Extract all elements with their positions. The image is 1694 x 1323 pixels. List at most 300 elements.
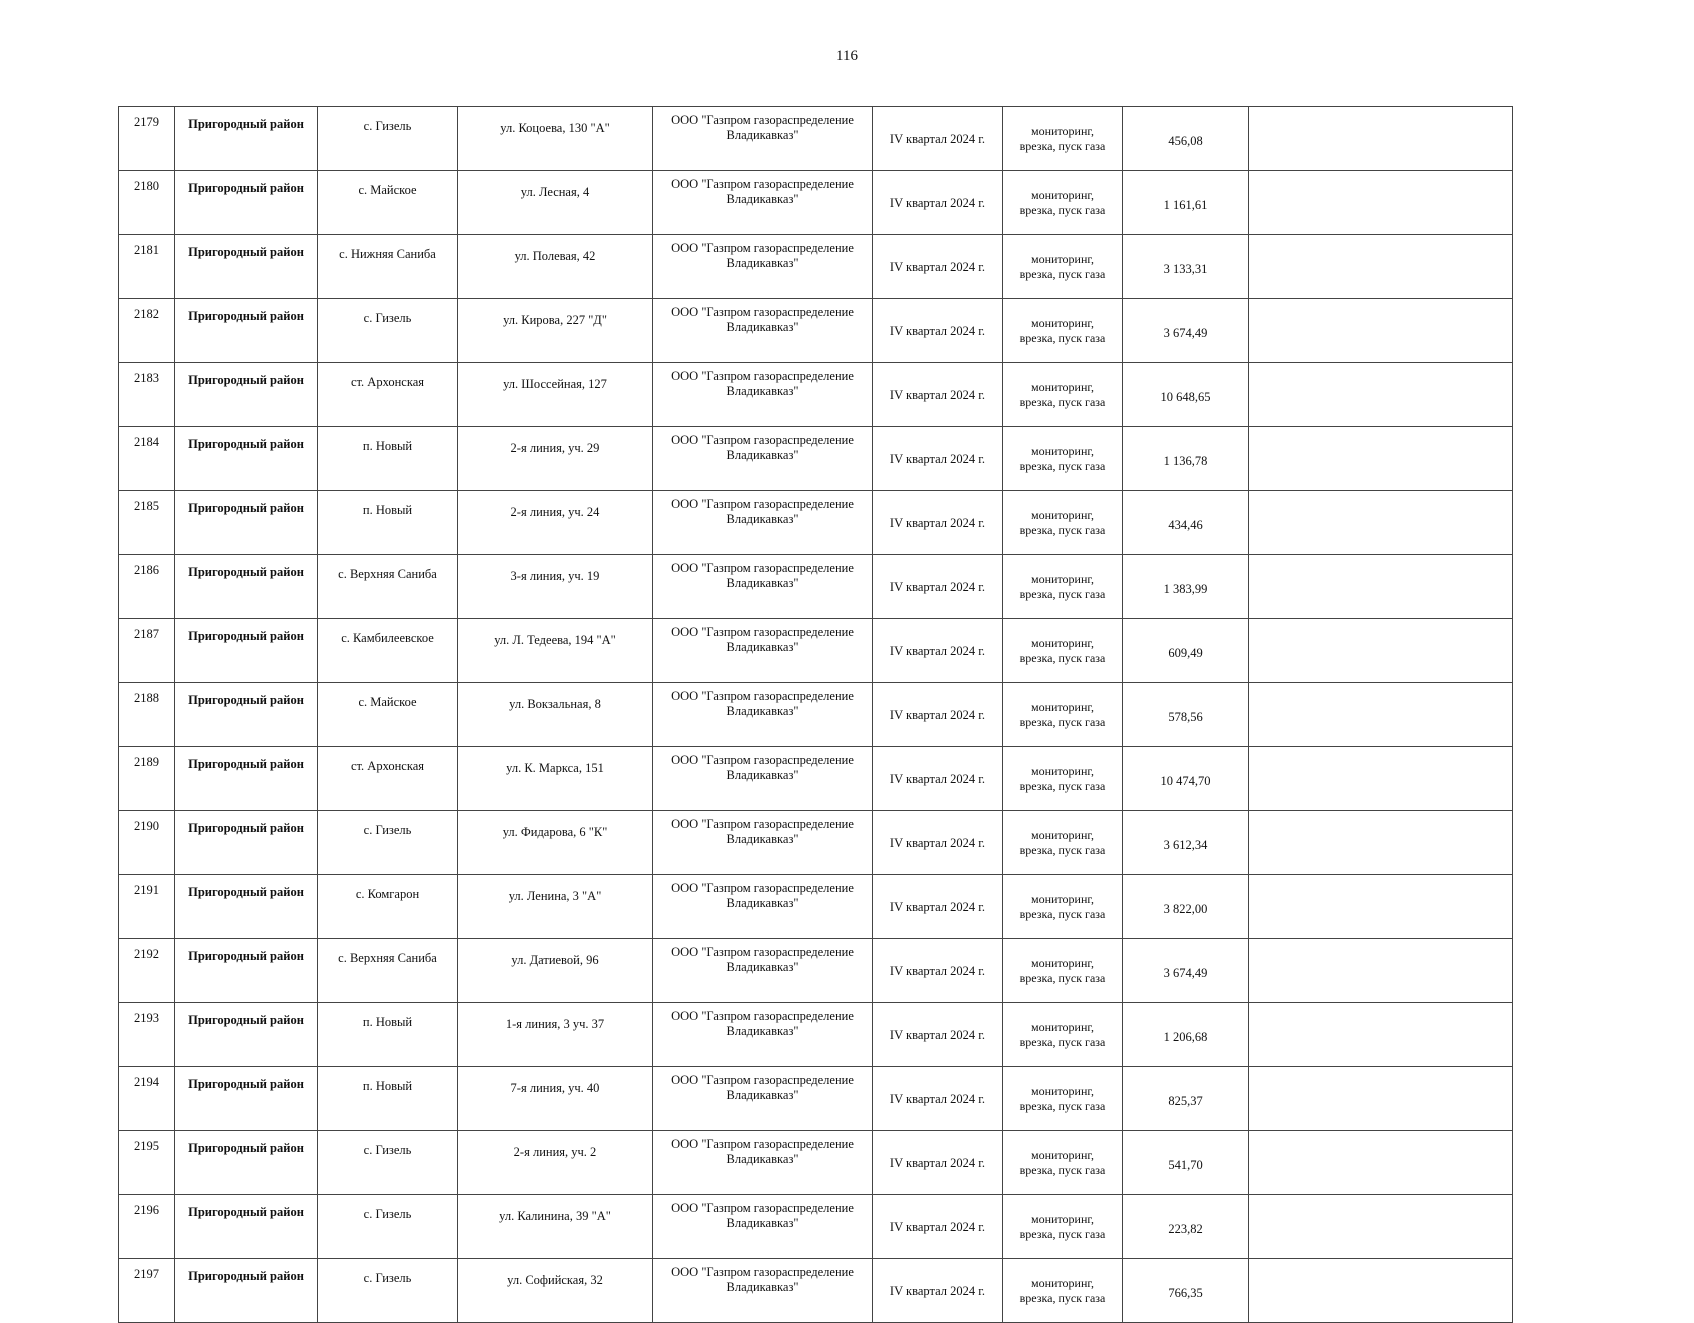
empty-cell — [1249, 1259, 1513, 1323]
organization-line1: ООО "Газпром газораспределение — [671, 1073, 854, 1087]
cost-value: 825,37 — [1168, 1094, 1203, 1108]
address-cell — [458, 555, 653, 619]
gasification-table-wrapper — [118, 106, 1512, 1323]
organization-cell — [653, 1131, 873, 1195]
organization-line1: ООО "Газпром газораспределение — [671, 753, 854, 767]
settlement-cell — [318, 1195, 458, 1259]
table-row — [119, 1067, 1513, 1131]
district-value: Пригородный район — [188, 1013, 304, 1027]
organization-line2: Владикавказ" — [726, 128, 799, 142]
settlement-value: ст. Архонская — [350, 375, 425, 389]
cost-cell — [1123, 235, 1249, 299]
empty-cell — [1249, 1131, 1513, 1195]
period-cell — [873, 1131, 1003, 1195]
organization-line1: ООО "Газпром газораспределение — [671, 177, 854, 191]
organization-line1: ООО "Газпром газораспределение — [671, 625, 854, 639]
period-cell — [873, 747, 1003, 811]
period-cell — [873, 939, 1003, 1003]
address-cell — [458, 1003, 653, 1067]
period-cell — [873, 619, 1003, 683]
settlement-value: с. Гизель — [363, 1143, 412, 1157]
address-value: 3-я линия, уч. 19 — [510, 569, 600, 583]
period-cell — [873, 1003, 1003, 1067]
period-value: IV квартал 2024 г. — [889, 772, 986, 786]
cost-value: 541,70 — [1168, 1158, 1203, 1172]
table-row — [119, 811, 1513, 875]
district-cell — [175, 427, 318, 491]
cost-cell — [1123, 747, 1249, 811]
work-type-line2: врезка, пуск газа — [1019, 458, 1106, 473]
district-value: Пригородный район — [188, 245, 304, 259]
work-type-line2: врезка, пуск газа — [1019, 1290, 1106, 1305]
row-number-value: 2193 — [134, 1011, 159, 1025]
table-row — [119, 299, 1513, 363]
table-row — [119, 555, 1513, 619]
settlement-cell — [318, 235, 458, 299]
work-type-cell — [1003, 619, 1123, 683]
period-value: IV квартал 2024 г. — [889, 964, 986, 978]
address-cell — [458, 107, 653, 171]
district-value: Пригородный район — [188, 757, 304, 771]
table-row — [119, 1131, 1513, 1195]
empty-cell — [1249, 299, 1513, 363]
work-type-cell — [1003, 555, 1123, 619]
district-value: Пригородный район — [188, 629, 304, 643]
settlement-cell — [318, 1131, 458, 1195]
row-number-value: 2197 — [134, 1267, 159, 1281]
organization-line1: ООО "Газпром газораспределение — [671, 305, 854, 319]
settlement-value: с. Гизель — [363, 119, 412, 133]
organization-cell — [653, 491, 873, 555]
row-number-value: 2183 — [134, 371, 159, 385]
work-type-line2: врезка, пуск газа — [1019, 906, 1106, 921]
settlement-value: п. Новый — [362, 1015, 413, 1029]
address-value: ул. Коцоева, 130 "А" — [500, 121, 610, 135]
empty-cell — [1249, 555, 1513, 619]
address-value: ул. К. Маркса, 151 — [506, 761, 604, 775]
work-type-line2: врезка, пуск газа — [1019, 970, 1106, 985]
empty-cell — [1249, 875, 1513, 939]
cost-value: 3 133,31 — [1163, 262, 1208, 276]
work-type-line1: мониторинг, — [1031, 187, 1094, 202]
organization-line1: ООО "Газпром газораспределение — [671, 689, 854, 703]
row-number-value: 2187 — [134, 627, 159, 641]
work-type-line2: врезка, пуск газа — [1019, 1098, 1106, 1113]
organization-cell — [653, 1067, 873, 1131]
period-cell — [873, 1195, 1003, 1259]
period-value: IV квартал 2024 г. — [889, 388, 986, 402]
settlement-value: п. Новый — [362, 439, 413, 453]
row-number-value: 2190 — [134, 819, 159, 833]
settlement-value: п. Новый — [362, 503, 413, 517]
address-cell — [458, 1259, 653, 1323]
empty-cell — [1249, 683, 1513, 747]
period-value: IV квартал 2024 г. — [889, 708, 986, 722]
cost-cell — [1123, 811, 1249, 875]
work-type-line2: врезка, пуск газа — [1019, 1226, 1106, 1241]
cost-value: 766,35 — [1168, 1286, 1203, 1300]
row-number-value: 2194 — [134, 1075, 159, 1089]
address-cell — [458, 811, 653, 875]
organization-line2: Владикавказ" — [726, 640, 799, 654]
organization-line1: ООО "Газпром газораспределение — [671, 1201, 854, 1215]
address-cell — [458, 299, 653, 363]
cost-value: 10 474,70 — [1160, 774, 1211, 788]
organization-cell — [653, 555, 873, 619]
work-type-line2: врезка, пуск газа — [1019, 1162, 1106, 1177]
cost-value: 578,56 — [1168, 710, 1203, 724]
district-cell — [175, 875, 318, 939]
cost-cell — [1123, 875, 1249, 939]
address-cell — [458, 619, 653, 683]
row-number — [119, 235, 175, 299]
cost-value: 3 674,49 — [1163, 326, 1208, 340]
district-cell — [175, 1131, 318, 1195]
organization-cell — [653, 427, 873, 491]
settlement-value: с. Гизель — [363, 1207, 412, 1221]
organization-line2: Владикавказ" — [726, 1152, 799, 1166]
work-type-cell — [1003, 363, 1123, 427]
organization-cell — [653, 683, 873, 747]
district-value: Пригородный район — [188, 373, 304, 387]
address-cell — [458, 1195, 653, 1259]
row-number — [119, 811, 175, 875]
cost-value: 3 674,49 — [1163, 966, 1208, 980]
row-number — [119, 747, 175, 811]
work-type-cell — [1003, 747, 1123, 811]
settlement-cell — [318, 619, 458, 683]
work-type-line2: врезка, пуск газа — [1019, 266, 1106, 281]
settlement-value: с. Гизель — [363, 1271, 412, 1285]
organization-line2: Владикавказ" — [726, 384, 799, 398]
organization-cell — [653, 619, 873, 683]
organization-line1: ООО "Газпром газораспределение — [671, 561, 854, 575]
district-cell — [175, 299, 318, 363]
organization-line2: Владикавказ" — [726, 768, 799, 782]
district-cell — [175, 747, 318, 811]
cost-value: 1 136,78 — [1163, 454, 1208, 468]
organization-cell — [653, 875, 873, 939]
work-type-line1: мониторинг, — [1031, 635, 1094, 650]
cost-cell — [1123, 491, 1249, 555]
address-cell — [458, 875, 653, 939]
empty-cell — [1249, 491, 1513, 555]
row-number-value: 2180 — [134, 179, 159, 193]
settlement-cell — [318, 171, 458, 235]
row-number — [119, 1003, 175, 1067]
cost-cell — [1123, 1131, 1249, 1195]
empty-cell — [1249, 1067, 1513, 1131]
table-row — [119, 427, 1513, 491]
period-cell — [873, 683, 1003, 747]
district-value: Пригородный район — [188, 1269, 304, 1283]
row-number — [119, 619, 175, 683]
settlement-cell — [318, 811, 458, 875]
settlement-cell — [318, 875, 458, 939]
address-value: 2-я линия, уч. 29 — [510, 441, 600, 455]
row-number — [119, 939, 175, 1003]
work-type-cell — [1003, 427, 1123, 491]
work-type-cell — [1003, 171, 1123, 235]
address-cell — [458, 363, 653, 427]
empty-cell — [1249, 427, 1513, 491]
row-number-value: 2188 — [134, 691, 159, 705]
district-cell — [175, 235, 318, 299]
district-cell — [175, 107, 318, 171]
organization-cell — [653, 107, 873, 171]
row-number-value: 2182 — [134, 307, 159, 321]
address-cell — [458, 939, 653, 1003]
row-number — [119, 683, 175, 747]
period-cell — [873, 171, 1003, 235]
address-cell — [458, 1131, 653, 1195]
address-cell — [458, 171, 653, 235]
cost-cell — [1123, 299, 1249, 363]
cost-value: 456,08 — [1168, 134, 1203, 148]
row-number — [119, 1067, 175, 1131]
work-type-line1: мониторинг, — [1031, 1083, 1094, 1098]
district-value: Пригородный район — [188, 1077, 304, 1091]
work-type-line2: врезка, пуск газа — [1019, 394, 1106, 409]
address-value: 7-я линия, уч. 40 — [510, 1081, 600, 1095]
period-value: IV квартал 2024 г. — [889, 1028, 986, 1042]
district-cell — [175, 491, 318, 555]
table-row — [119, 1259, 1513, 1323]
row-number-value: 2196 — [134, 1203, 159, 1217]
period-value: IV квартал 2024 г. — [889, 196, 986, 210]
work-type-line1: мониторинг, — [1031, 827, 1094, 842]
address-cell — [458, 1067, 653, 1131]
work-type-line1: мониторинг, — [1031, 123, 1094, 138]
period-value: IV квартал 2024 г. — [889, 580, 986, 594]
row-number — [119, 875, 175, 939]
period-value: IV квартал 2024 г. — [889, 900, 986, 914]
address-value: ул. Кирова, 227 "Д" — [503, 313, 607, 327]
district-cell — [175, 939, 318, 1003]
work-type-line1: мониторинг, — [1031, 571, 1094, 586]
period-value: IV квартал 2024 г. — [889, 1092, 986, 1106]
organization-line2: Владикавказ" — [726, 448, 799, 462]
work-type-line2: врезка, пуск газа — [1019, 1034, 1106, 1049]
period-cell — [873, 555, 1003, 619]
district-cell — [175, 619, 318, 683]
organization-line1: ООО "Газпром газораспределение — [671, 1009, 854, 1023]
settlement-value: ст. Архонская — [350, 759, 425, 773]
organization-line2: Владикавказ" — [726, 576, 799, 590]
work-type-line1: мониторинг, — [1031, 891, 1094, 906]
address-value: ул. Лесная, 4 — [520, 185, 590, 199]
cost-value: 10 648,65 — [1160, 390, 1211, 404]
settlement-value: с. Майское — [358, 695, 417, 709]
cost-value: 434,46 — [1168, 518, 1203, 532]
address-value: ул. Фидарова, 6 "К" — [502, 825, 608, 839]
organization-line2: Владикавказ" — [726, 704, 799, 718]
period-cell — [873, 811, 1003, 875]
work-type-cell — [1003, 811, 1123, 875]
row-number-value: 2191 — [134, 883, 159, 897]
row-number — [119, 1259, 175, 1323]
organization-line2: Владикавказ" — [726, 320, 799, 334]
table-row — [119, 747, 1513, 811]
work-type-cell — [1003, 1003, 1123, 1067]
work-type-line1: мониторинг, — [1031, 443, 1094, 458]
address-value: ул. Софийская, 32 — [507, 1273, 603, 1287]
cost-cell — [1123, 683, 1249, 747]
row-number — [119, 1131, 175, 1195]
work-type-cell — [1003, 235, 1123, 299]
cost-value: 609,49 — [1168, 646, 1203, 660]
work-type-line1: мониторинг, — [1031, 379, 1094, 394]
organization-line1: ООО "Газпром газораспределение — [671, 497, 854, 511]
table-row — [119, 939, 1513, 1003]
cost-cell — [1123, 171, 1249, 235]
row-number — [119, 427, 175, 491]
cost-cell — [1123, 427, 1249, 491]
work-type-cell — [1003, 683, 1123, 747]
settlement-cell — [318, 683, 458, 747]
period-value: IV квартал 2024 г. — [889, 644, 986, 658]
period-cell — [873, 1067, 1003, 1131]
row-number — [119, 491, 175, 555]
period-cell — [873, 363, 1003, 427]
empty-cell — [1249, 107, 1513, 171]
work-type-line2: врезка, пуск газа — [1019, 138, 1106, 153]
work-type-line1: мониторинг, — [1031, 507, 1094, 522]
row-number-value: 2181 — [134, 243, 159, 257]
work-type-line2: врезка, пуск газа — [1019, 714, 1106, 729]
address-cell — [458, 747, 653, 811]
row-number — [119, 555, 175, 619]
row-number — [119, 1195, 175, 1259]
work-type-line1: мониторинг, — [1031, 1275, 1094, 1290]
organization-line1: ООО "Газпром газораспределение — [671, 433, 854, 447]
period-cell — [873, 1259, 1003, 1323]
period-value: IV квартал 2024 г. — [889, 132, 986, 146]
cost-cell — [1123, 939, 1249, 1003]
organization-cell — [653, 811, 873, 875]
district-value: Пригородный район — [188, 885, 304, 899]
address-value: 2-я линия, уч. 24 — [510, 505, 600, 519]
empty-cell — [1249, 811, 1513, 875]
period-value: IV квартал 2024 г. — [889, 452, 986, 466]
work-type-line2: врезка, пуск газа — [1019, 522, 1106, 537]
gasification-table — [118, 106, 1513, 1323]
settlement-cell — [318, 363, 458, 427]
organization-line2: Владикавказ" — [726, 1024, 799, 1038]
work-type-line1: мониторинг, — [1031, 315, 1094, 330]
organization-line2: Владикавказ" — [726, 832, 799, 846]
period-value: IV квартал 2024 г. — [889, 1220, 986, 1234]
row-number-value: 2192 — [134, 947, 159, 961]
work-type-cell — [1003, 875, 1123, 939]
period-value: IV квартал 2024 г. — [889, 836, 986, 850]
cost-cell — [1123, 1067, 1249, 1131]
cost-value: 1 383,99 — [1163, 582, 1208, 596]
district-value: Пригородный район — [188, 821, 304, 835]
district-cell — [175, 363, 318, 427]
settlement-value: с. Верхняя Саниба — [338, 951, 437, 965]
work-type-cell — [1003, 1195, 1123, 1259]
empty-cell — [1249, 939, 1513, 1003]
settlement-value: с. Гизель — [363, 311, 412, 325]
district-value: Пригородный район — [188, 437, 304, 451]
organization-cell — [653, 299, 873, 363]
district-value: Пригородный район — [188, 309, 304, 323]
district-cell — [175, 171, 318, 235]
organization-line1: ООО "Газпром газораспределение — [671, 881, 854, 895]
organization-line2: Владикавказ" — [726, 512, 799, 526]
period-cell — [873, 299, 1003, 363]
work-type-cell — [1003, 491, 1123, 555]
period-cell — [873, 427, 1003, 491]
table-row — [119, 363, 1513, 427]
organization-line1: ООО "Газпром газораспределение — [671, 1137, 854, 1151]
district-cell — [175, 555, 318, 619]
cost-cell — [1123, 107, 1249, 171]
settlement-cell — [318, 1259, 458, 1323]
table-row — [119, 619, 1513, 683]
organization-line2: Владикавказ" — [726, 1088, 799, 1102]
organization-cell — [653, 363, 873, 427]
work-type-line2: врезка, пуск газа — [1019, 586, 1106, 601]
organization-line2: Владикавказ" — [726, 960, 799, 974]
table-body — [119, 107, 1513, 1323]
address-value: ул. Шоссейная, 127 — [503, 377, 607, 391]
work-type-line1: мониторинг, — [1031, 1211, 1094, 1226]
organization-cell — [653, 1259, 873, 1323]
address-value: ул. Ленина, 3 "А" — [508, 889, 602, 903]
empty-cell — [1249, 363, 1513, 427]
organization-line2: Владикавказ" — [726, 896, 799, 910]
work-type-cell — [1003, 939, 1123, 1003]
work-type-line2: врезка, пуск газа — [1019, 778, 1106, 793]
district-value: Пригородный район — [188, 117, 304, 131]
organization-line2: Владикавказ" — [726, 1280, 799, 1294]
cost-value: 3 612,34 — [1163, 838, 1208, 852]
organization-line2: Владикавказ" — [726, 1216, 799, 1230]
empty-cell — [1249, 1003, 1513, 1067]
work-type-line2: врезка, пуск газа — [1019, 842, 1106, 857]
table-row — [119, 171, 1513, 235]
address-value: 1-я линия, 3 уч. 37 — [505, 1017, 605, 1031]
cost-cell — [1123, 1259, 1249, 1323]
settlement-cell — [318, 299, 458, 363]
work-type-line1: мониторинг, — [1031, 251, 1094, 266]
organization-line2: Владикавказ" — [726, 256, 799, 270]
period-value: IV квартал 2024 г. — [889, 1284, 986, 1298]
organization-line1: ООО "Газпром газораспределение — [671, 241, 854, 255]
period-value: IV квартал 2024 г. — [889, 1156, 986, 1170]
work-type-line2: врезка, пуск газа — [1019, 650, 1106, 665]
settlement-cell — [318, 1067, 458, 1131]
address-value: ул. Вокзальная, 8 — [509, 697, 601, 711]
cost-cell — [1123, 363, 1249, 427]
period-cell — [873, 107, 1003, 171]
work-type-line1: мониторинг, — [1031, 1019, 1094, 1034]
empty-cell — [1249, 171, 1513, 235]
row-number-value: 2184 — [134, 435, 159, 449]
organization-cell — [653, 939, 873, 1003]
address-value: ул. Л. Тедеева, 194 "А" — [494, 633, 616, 647]
row-number — [119, 363, 175, 427]
address-value: 2-я линия, уч. 2 — [513, 1145, 597, 1159]
period-value: IV квартал 2024 г. — [889, 516, 986, 530]
settlement-value: с. Майское — [358, 183, 417, 197]
organization-line1: ООО "Газпром газораспределение — [671, 817, 854, 831]
settlement-value: с. Комгарон — [355, 887, 420, 901]
organization-line1: ООО "Газпром газораспределение — [671, 945, 854, 959]
page-number: 116 — [836, 48, 858, 64]
